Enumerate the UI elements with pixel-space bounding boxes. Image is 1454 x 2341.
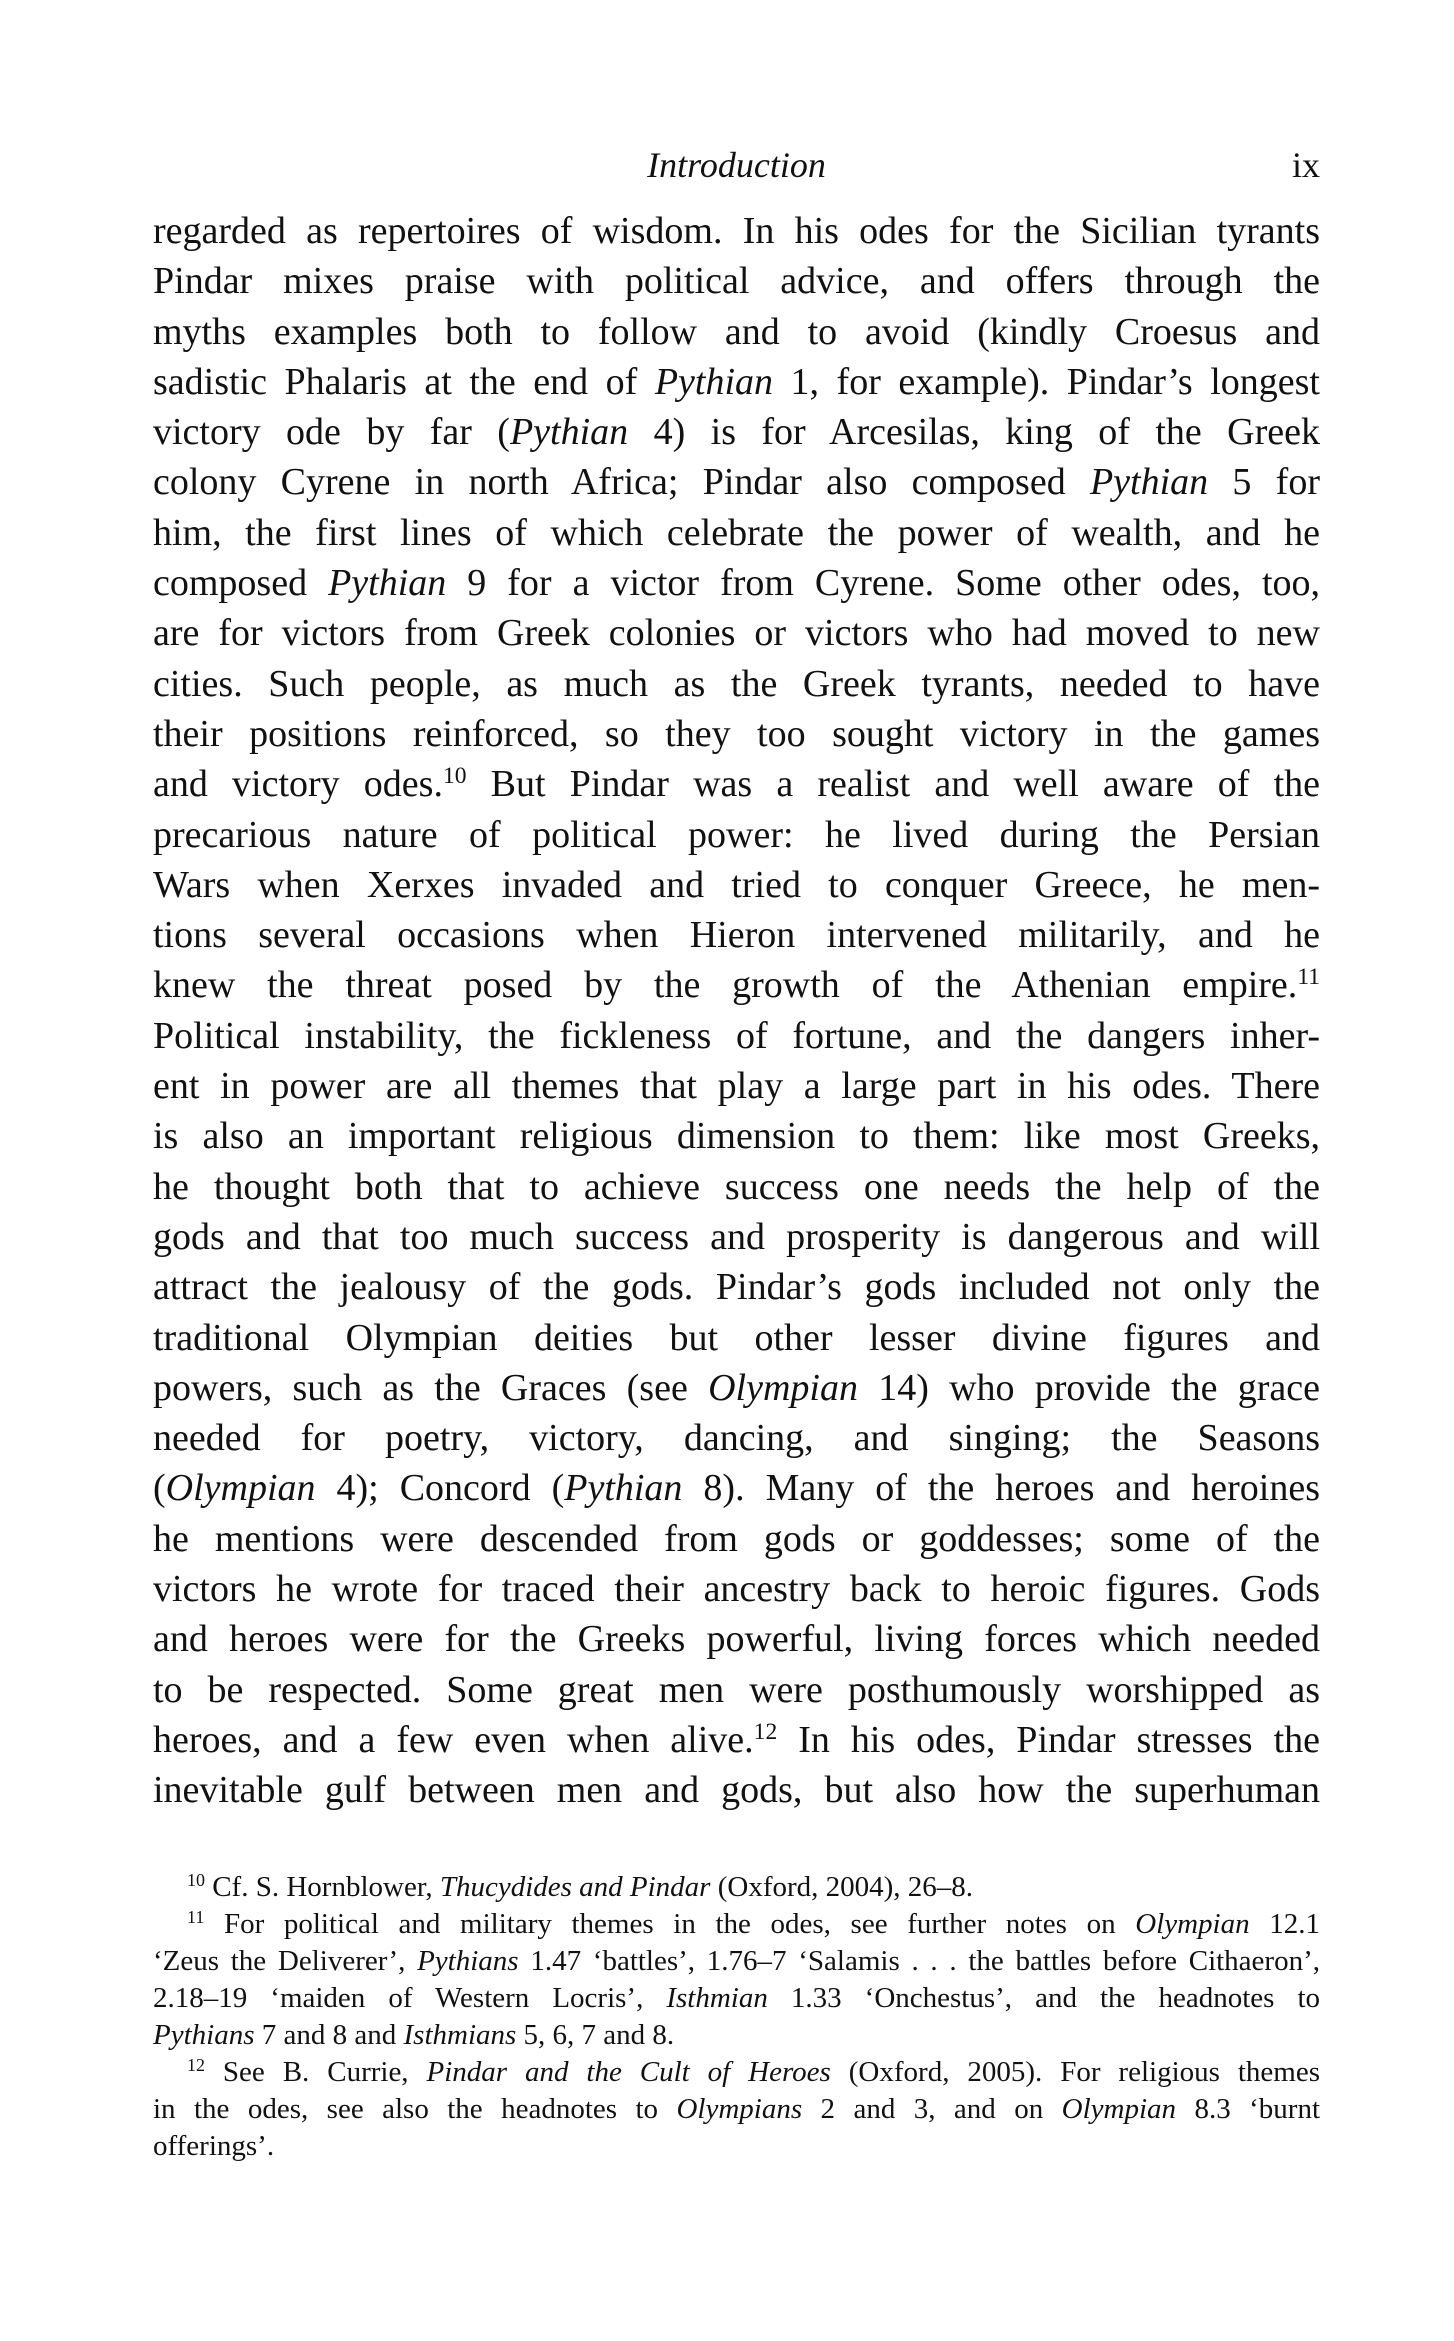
body-line: composed Pythian 9 for a victor from Cyrene. Some other odes, too,	[153, 562, 1320, 605]
body-line: needed for poetry, victory, dancing, and singing; the Seasons	[153, 1417, 1320, 1460]
footnote-12: $^{12}$ See B. Currie, Pindar and the Cult of Heroes (Oxford, 2005). For religious themes	[187, 2055, 1320, 2088]
work-title: Olympian	[165, 1467, 316, 1510]
footnote-line: ‘Zeus the Deliverer’, Pythians 1.47 ‘battles’, 1.76–7 ‘Salamis . . . the battles before Cithaeron’,	[153, 1945, 1320, 1977]
body-line: and victory odes.$^{10}$ But Pindar was a realist and well aware of the	[153, 763, 1321, 806]
work-title: Pythian	[1089, 461, 1209, 504]
body-line: traditional Olympian deities but other lesser divine figures and	[153, 1316, 1320, 1359]
work-title: Pythian	[654, 360, 774, 403]
body-line: Pindar mixes praise with political advice, and offers through the	[153, 260, 1320, 303]
footnote-10: $^{10}$ Cf. S. Hornblower, Thucydides and Pindar (Oxford, 2004), 26–8.	[187, 1870, 974, 1903]
body-line: victors he wrote for traced their ancestry back to heroic figures. Gods	[153, 1568, 1320, 1611]
body-line: is also an important religious dimension to them: like most Greeks,	[153, 1115, 1320, 1158]
body-line: powers, such as the Graces (see Olympian 14) who provide the grace	[153, 1366, 1320, 1409]
work-title: Pythian	[328, 562, 447, 605]
body-line: inevitable gulf between men and gods, but also how the superhuman	[153, 1769, 1320, 1812]
body-line: Wars when Xerxes invaded and tried to conquer Greece, he men-	[153, 863, 1320, 906]
body-line: victory ode by far (Pythian 4) is for Arcesilas, king of the Greek	[153, 411, 1320, 454]
footnote-number: 11	[187, 1907, 205, 1928]
body-line: sadistic Phalaris at the end of Pythian 1, for example). Pindar’s longest	[153, 360, 1320, 403]
running-title: Introduction	[647, 145, 826, 185]
body-line: he thought both that to achieve success one needs the help of the	[153, 1165, 1320, 1208]
body-line: and heroes were for the Greeks powerful, living forces which needed	[153, 1618, 1320, 1661]
body-line: knew the threat posed by the growth of the Athenian empire.$^{11}$	[153, 964, 1320, 1007]
body-line: ent in power are all themes that play a large part in his odes. There	[153, 1065, 1320, 1108]
body-line: cities. Such people, as much as the Greek tyrants, needed to have	[153, 662, 1320, 705]
body-line: tions several occasions when Hieron intervened militarily, and he	[153, 914, 1320, 957]
footnote-11: $^{11}$ For political and military themes in the odes, see further notes on Olympian 12.1	[187, 1907, 1320, 1940]
body-line: are for victors from Greek colonies or victors who had moved to new	[153, 612, 1320, 655]
cited-work: Pindar and the Cult of Heroes	[426, 2056, 831, 2088]
footnote-ref[interactable]: 11	[1297, 964, 1320, 991]
body-line: (Olympian 4); Concord (Pythian 8). Many of the heroes and heroines	[153, 1467, 1320, 1510]
body-line: Political instability, the fickleness of fortune, and the dangers inher-	[153, 1014, 1320, 1057]
body-text	[153, 206, 1320, 1816]
body-line: precarious nature of political power: he lived during the Persian	[153, 813, 1320, 856]
running-header	[153, 140, 1320, 190]
footnote-line: Pythians 7 and 8 and Isthmians 5, 6, 7 and 8.	[153, 2019, 675, 2051]
body-line: he mentions were descended from gods or goddesses; some of the	[153, 1517, 1320, 1560]
footnote-line: offerings’.	[153, 2130, 275, 2162]
work-title: Pythian	[509, 411, 629, 454]
footnotes	[153, 1869, 1320, 2165]
body-line: colony Cyrene in north Africa; Pindar also composed Pythian 5 for	[153, 461, 1320, 504]
footnote-ref[interactable]: 10	[442, 763, 467, 790]
body-line: regarded as repertoires of wisdom. In his odes for the Sicilian tyrants	[153, 210, 1320, 252]
body-line: heroes, and a few even when alive.$^{12}$ In his odes, Pindar stresses the	[153, 1718, 1321, 1761]
cited-work: Thucydides and Pindar	[439, 1871, 711, 1903]
body-line: their positions reinforced, so they too sought victory in the games	[153, 712, 1320, 755]
body-line: him, the first lines of which celebrate the power of wealth, and he	[153, 511, 1320, 554]
work-title: Olympian	[708, 1366, 858, 1409]
page-number: ix	[1291, 145, 1320, 185]
footnote-number: 10	[187, 1870, 205, 1891]
footnote-line: in the odes, see also the headnotes to Olympians 2 and 3, and on Olympian 8.3 ‘burnt	[153, 2093, 1320, 2125]
body-line: attract the jealousy of the gods. Pindar’s gods included not only the	[153, 1266, 1320, 1309]
footnote-number: 12	[187, 2055, 205, 2076]
footnote-line: 2.18–19 ‘maiden of Western Locris’, Isthmian 1.33 ‘Onchestus’, and the headnotes to	[153, 1982, 1320, 2014]
body-line: to be respected. Some great men were posthumously worshipped as	[153, 1668, 1320, 1711]
work-title: Pythian	[564, 1467, 683, 1510]
body-line: myths examples both to follow and to avoid (kindly Croesus and	[153, 310, 1320, 353]
footnote-ref[interactable]: 12	[753, 1718, 778, 1745]
body-line: gods and that too much success and prosperity is dangerous and will	[153, 1215, 1320, 1258]
